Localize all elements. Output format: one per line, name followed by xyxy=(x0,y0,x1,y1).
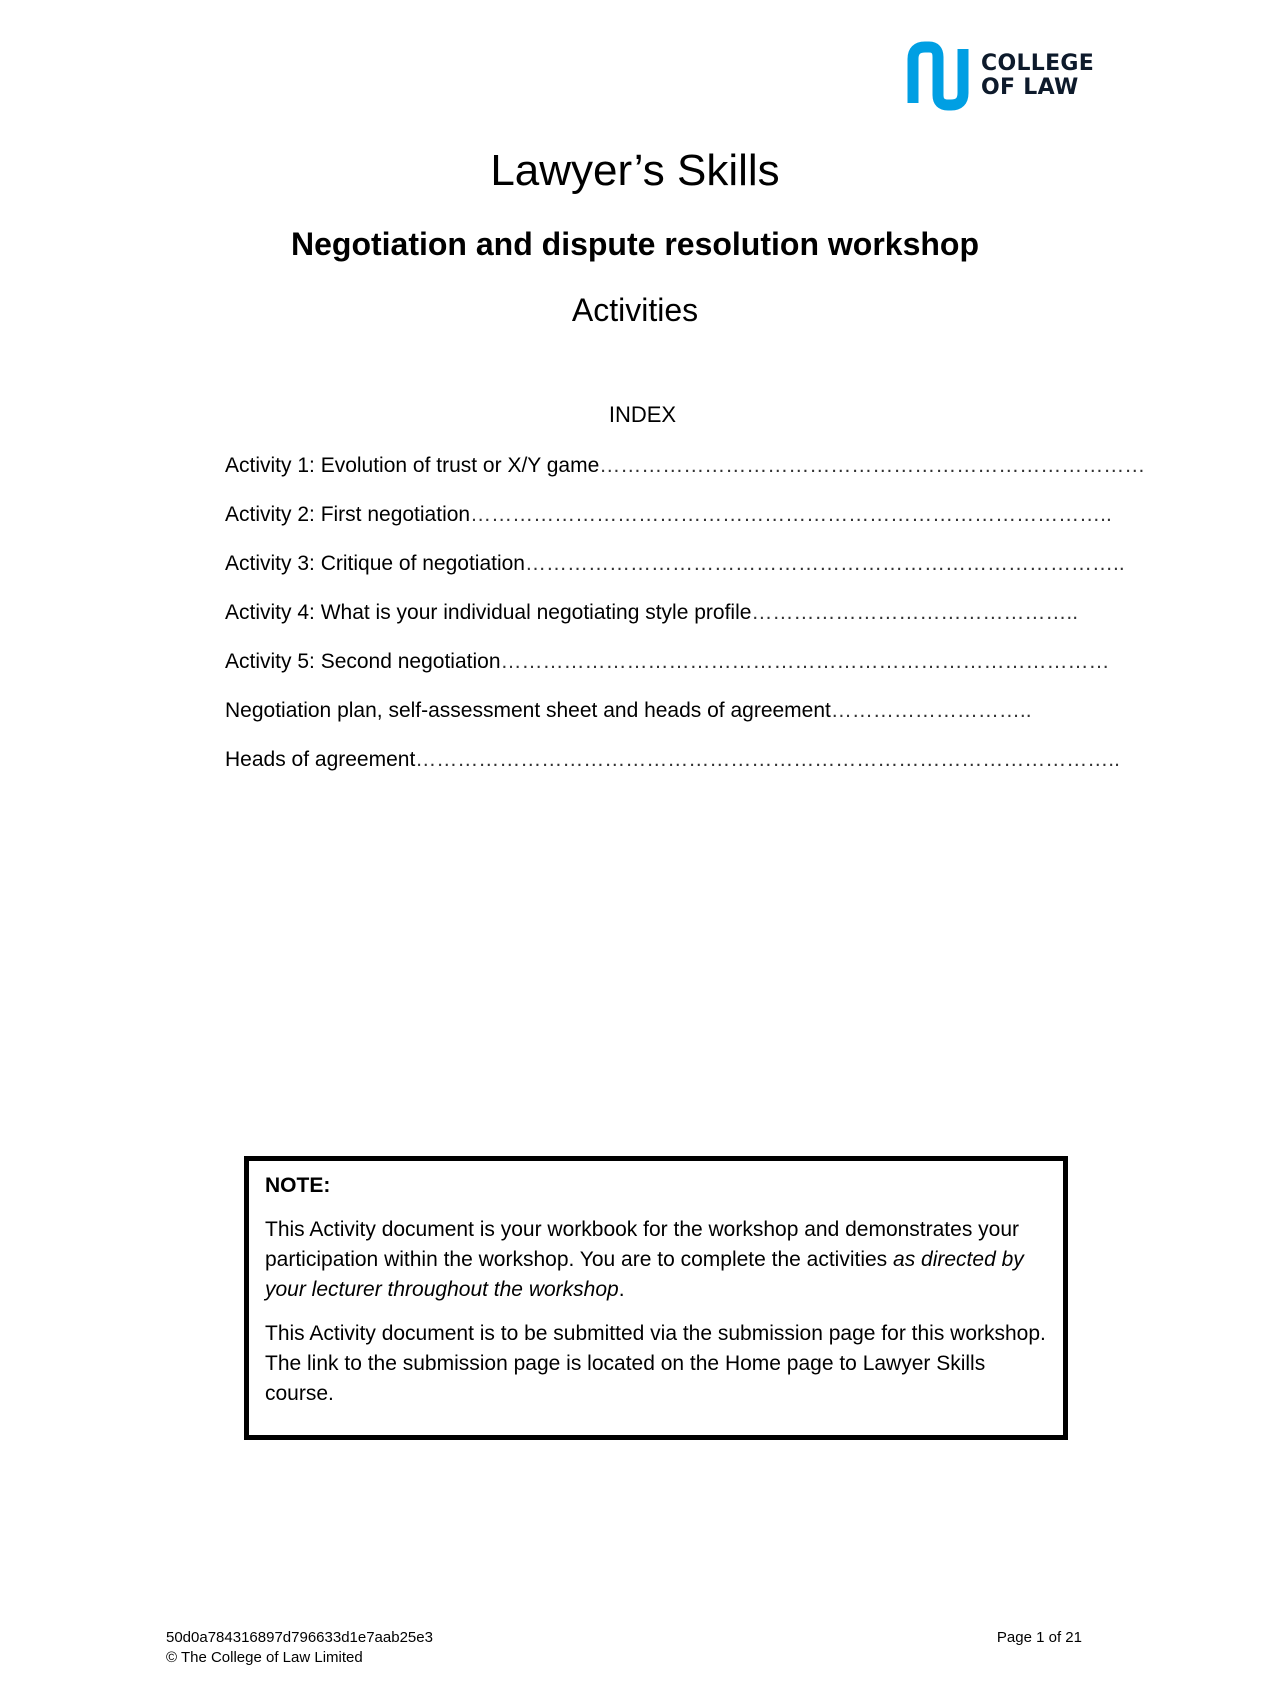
document-subtitle: Negotiation and dispute resolution workshop xyxy=(290,226,979,262)
toc-item[interactable] xyxy=(225,452,1146,501)
toc-leader: ………………………………………………………………………….. xyxy=(525,552,1125,575)
toc-leader: ……………………………………………………………………………….. xyxy=(470,503,1112,526)
toc-leader: ……………………………………………………………………………………….. xyxy=(415,748,1120,771)
toc-item-label: Negotiation plan, self-assessment sheet and heads of agreement xyxy=(225,699,831,722)
document-id: 50d0a784316897d796633d1e7aab25e3 xyxy=(166,1629,433,1646)
toc-leader: ……………………………………….. xyxy=(751,601,1079,624)
note-paragraph-1 xyxy=(265,1215,1047,1305)
toc-leader: …………………………………………………………………… xyxy=(599,454,1146,477)
note-paragraph-1-text: This Activity document is your workbook for the workshop and demonstrates your participation within the workshop. You are to complete the activities xyxy=(265,1218,1020,1271)
table-of-contents xyxy=(225,452,1146,795)
toc-item-label: Activity 5: Second negotiation xyxy=(225,650,501,673)
logo-line-1: COLLEGE xyxy=(981,51,1095,76)
toc-item-label: Activity 2: First negotiation xyxy=(225,503,471,526)
toc-leader: …………………………………………………………………………… xyxy=(500,650,1110,673)
note-paragraph-2: This Activity document is to be submitted via the submission page for this workshop. The link to the submission page is located on the Home page to Lawyer Skills course. xyxy=(265,1322,1046,1405)
toc-item[interactable] xyxy=(225,501,1112,550)
logo-text xyxy=(981,52,1094,100)
note-box xyxy=(244,1156,1068,1440)
copyright-notice: © The College of Law Limited xyxy=(166,1649,363,1666)
toc-item[interactable] xyxy=(225,648,1110,697)
document-title: Lawyer’s Skills xyxy=(490,146,780,195)
section-heading: Activities xyxy=(571,292,699,328)
note-title: NOTE: xyxy=(265,1174,331,1197)
toc-item[interactable] xyxy=(225,746,1120,795)
college-of-law-logo-icon xyxy=(905,41,971,111)
logo-line-2: OF LAW xyxy=(981,75,1079,100)
toc-item-label: Activity 4: What is your individual negotiating style profile xyxy=(225,601,752,624)
toc-item[interactable] xyxy=(225,697,1085,746)
toc-leader: ……………………….. xyxy=(830,699,1032,722)
index-heading: INDEX xyxy=(608,402,677,427)
page-number: Page 1 of 21 xyxy=(996,1629,1082,1646)
toc-item[interactable] xyxy=(225,550,1125,599)
toc-item-label: Activity 1: Evolution of trust or X/Y game xyxy=(225,454,600,477)
footer-left xyxy=(166,1628,433,1668)
toc-item[interactable] xyxy=(225,599,1085,648)
college-of-law-logo xyxy=(905,40,1094,112)
note-paragraph-1-end: . xyxy=(618,1278,625,1301)
toc-item-label: Activity 3: Critique of negotiation xyxy=(225,552,525,575)
toc-item-label: Heads of agreement xyxy=(225,748,416,771)
note-paragraph-1-emphasis: as directed by your lecturer throughout the workshop xyxy=(265,1248,1024,1301)
